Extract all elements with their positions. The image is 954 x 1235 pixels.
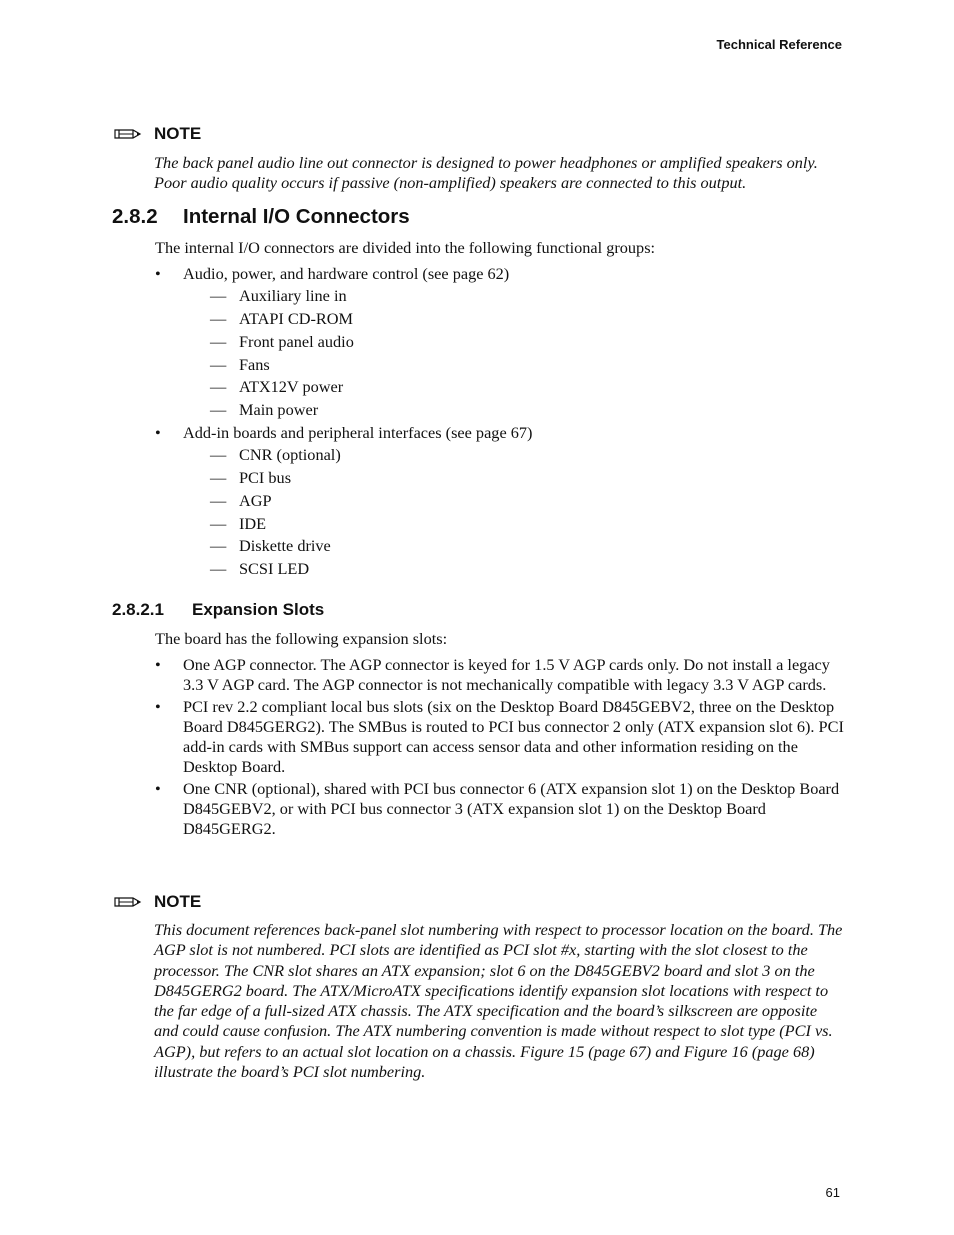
list-item: • One AGP connector. The AGP connector is keyed for 1.5 V AGP cards only. Do not install a legacy 3.3 V AGP card. The AGP connector is not mechanically compatible with legacy 3.3 V AGP cards. <box>155 655 845 696</box>
sub-list <box>183 285 845 422</box>
note-heading <box>112 124 201 144</box>
expansion-slot-list <box>155 655 845 841</box>
list-item: — Diskette drive <box>183 535 845 558</box>
list-item <box>155 423 845 581</box>
list-item: — IDE <box>183 513 845 536</box>
list-item: — ATX12V power <box>183 376 845 399</box>
pencil-icon <box>112 895 142 909</box>
section-number: 2.8.2 <box>112 205 158 228</box>
subsection-heading <box>112 600 324 620</box>
note-text: This document references back-panel slot numbering with respect to processor location on the board. The AGP slot is not numbered. PCI slots are identified as PCI slot #x, starting with the slot closest to the processor. The CNR slot shares an ATX expansion; slot 6 on the D845GEBV2 board and slot 3 on the D845GERG2 board. The ATX/MicroATX specifications identify expansion slot locations with respect to the far edge of a full-sized ATX chassis. The ATX specification and the board’s silkscreen are opposite and could cause confusion. The ATX numbering convention is made without respect to slot type (PCI vs. AGP), but refers to an actual slot location on a chassis. Figure 15 (page 67) and Figure 16 (page 68) illustrate the board’s PCI slot numbering. <box>154 920 843 1082</box>
note-label: NOTE <box>154 892 202 911</box>
subsection-intro: The board has the following expansion slots: <box>155 629 448 648</box>
list-item: — PCI bus <box>183 467 845 490</box>
list-item: — ATAPI CD-ROM <box>183 308 845 331</box>
connector-group-list <box>155 423 845 581</box>
page-number: 61 <box>825 1185 840 1200</box>
section-heading <box>112 205 410 229</box>
group-label: Add-in boards and peripheral interfaces (see page 67) <box>183 423 533 442</box>
list-item <box>155 264 845 422</box>
list-item: — Auxiliary line in <box>183 285 845 308</box>
list-item: • One CNR (optional), shared with PCI bus connector 6 (ATX expansion slot 1) on the Desktop Board D845GEBV2, or with PCI bus connector 3 (ATX expansion slot 1) on the Desktop Board D845GERG2. <box>155 779 845 840</box>
list-item: — SCSI LED <box>183 558 845 581</box>
list-item: — Front panel audio <box>183 331 845 354</box>
list-item: — AGP <box>183 490 845 513</box>
pencil-icon <box>112 127 142 141</box>
sub-list <box>183 444 845 581</box>
list-item: — CNR (optional) <box>183 444 845 467</box>
section-title: Internal I/O Connectors <box>183 205 410 228</box>
subsection-number: 2.8.2.1 <box>112 600 164 619</box>
note-text: The back panel audio line out connector is designed to power headphones or amplified speakers only. Poor audio quality occurs if passive (non-amplified) speakers are connected to this output. <box>154 153 818 193</box>
list-item: — Fans <box>183 354 845 377</box>
note-label: NOTE <box>154 124 202 143</box>
group-label: Audio, power, and hardware control (see page 62) <box>183 264 510 283</box>
connector-group-list <box>155 264 845 422</box>
subsection-title: Expansion Slots <box>192 600 325 619</box>
running-header: Technical Reference <box>716 37 842 52</box>
list-item: • PCI rev 2.2 compliant local bus slots (six on the Desktop Board D845GEBV2, three on the Desktop Board D845GERG2). The SMBus is routed to PCI bus connector 2 only (ATX expansion slot 6). PCI add-in cards with SMBus support can access sensor data and other information residing on the Desktop Board. <box>155 697 845 778</box>
section-intro: The internal I/O connectors are divided into the following functional groups: <box>155 238 656 257</box>
list-item: — Main power <box>183 399 845 422</box>
note-heading <box>112 892 201 912</box>
